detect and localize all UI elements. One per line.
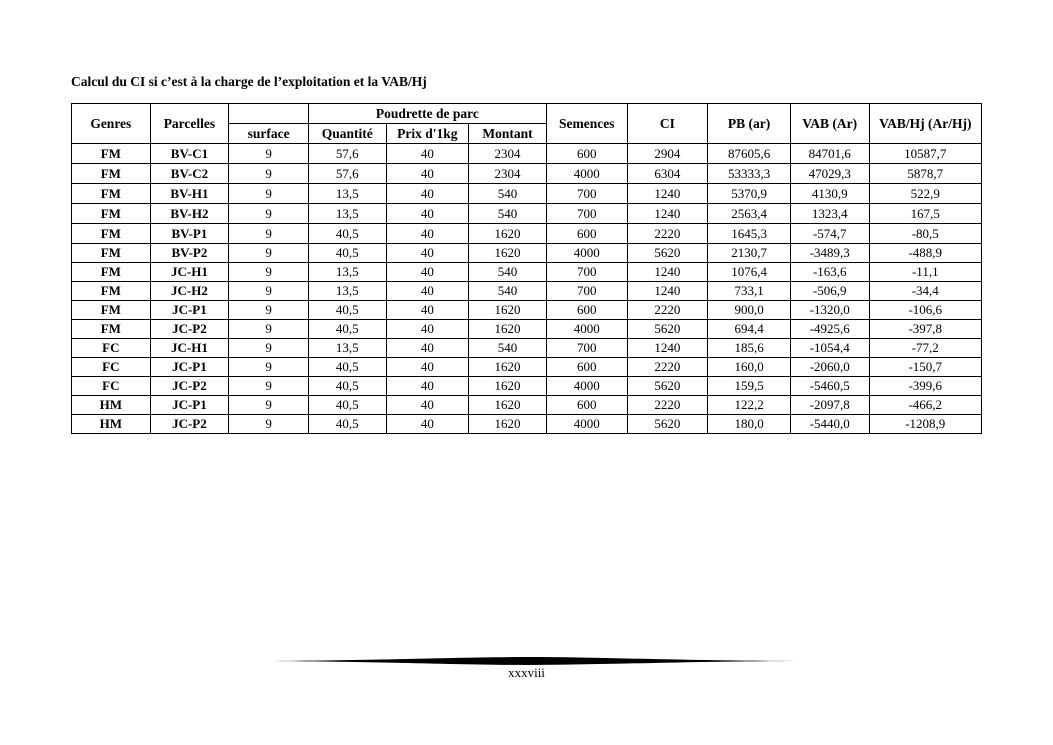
cell-montant: 540 <box>469 204 547 224</box>
cell-surface: 9 <box>229 244 309 263</box>
cell-surface: 9 <box>229 320 309 339</box>
cell-surface: 9 <box>229 184 309 204</box>
cell-montant: 1620 <box>469 396 547 415</box>
cell-semences: 600 <box>546 396 627 415</box>
cell-vab: -506,9 <box>790 282 869 301</box>
table-row <box>72 358 982 377</box>
cell-ci: 2220 <box>627 358 708 377</box>
cell-surface: 9 <box>229 224 309 244</box>
cell-prix: 40 <box>386 204 469 224</box>
header-prix: Prix d'1kg <box>386 124 469 144</box>
cell-prix: 40 <box>386 396 469 415</box>
cell-ci: 6304 <box>627 164 708 184</box>
cell-prix: 40 <box>386 358 469 377</box>
cell-ci: 2220 <box>627 224 708 244</box>
cell-vabhj: 522,9 <box>869 184 981 204</box>
table-row <box>72 204 982 224</box>
cell-quantite: 57,6 <box>308 164 386 184</box>
table-row <box>72 301 982 320</box>
cell-semences: 700 <box>546 204 627 224</box>
cell-quantite: 13,5 <box>308 184 386 204</box>
cell-ci: 2220 <box>627 301 708 320</box>
cell-ci: 2904 <box>627 144 708 164</box>
cell-genre: FM <box>72 263 151 282</box>
cell-vabhj: -34,4 <box>869 282 981 301</box>
header-empty <box>229 104 309 124</box>
cell-quantite: 57,6 <box>308 144 386 164</box>
cell-pb: 160,0 <box>708 358 791 377</box>
cell-ci: 1240 <box>627 263 708 282</box>
cell-prix: 40 <box>386 377 469 396</box>
cell-surface: 9 <box>229 164 309 184</box>
cell-vab: -3489,3 <box>790 244 869 263</box>
cell-semences: 4000 <box>546 377 627 396</box>
cell-genre: HM <box>72 396 151 415</box>
cell-pb: 87605,6 <box>708 144 791 164</box>
cell-montant: 1620 <box>469 224 547 244</box>
cell-montant: 1620 <box>469 244 547 263</box>
table-row <box>72 263 982 282</box>
cell-parcelle: BV-P1 <box>150 224 229 244</box>
cell-vab: -163,6 <box>790 263 869 282</box>
table-body <box>72 144 982 434</box>
cell-prix: 40 <box>386 184 469 204</box>
cell-vabhj: 10587,7 <box>869 144 981 164</box>
cell-montant: 1620 <box>469 320 547 339</box>
cell-parcelle: JC-P2 <box>150 320 229 339</box>
cell-vab: 4130,9 <box>790 184 869 204</box>
cell-genre: FC <box>72 358 151 377</box>
cell-quantite: 13,5 <box>308 282 386 301</box>
cell-ci: 5620 <box>627 377 708 396</box>
cell-pb: 1645,3 <box>708 224 791 244</box>
cell-surface: 9 <box>229 396 309 415</box>
cell-ci: 1240 <box>627 339 708 358</box>
cell-surface: 9 <box>229 358 309 377</box>
cell-vab: -5440,0 <box>790 415 869 434</box>
cell-vab: -2097,8 <box>790 396 869 415</box>
cell-montant: 1620 <box>469 415 547 434</box>
cell-parcelle: BV-H1 <box>150 184 229 204</box>
cell-prix: 40 <box>386 224 469 244</box>
page-number: xxxviii <box>508 665 545 680</box>
header-semences: Semences <box>546 104 627 144</box>
table-row <box>72 415 982 434</box>
cell-pb: 733,1 <box>708 282 791 301</box>
header-surface: surface <box>229 124 309 144</box>
cell-genre: FM <box>72 224 151 244</box>
header-poudrette: Poudrette de parc <box>308 104 546 124</box>
header-pb: PB (ar) <box>708 104 791 144</box>
cell-quantite: 40,5 <box>308 320 386 339</box>
cell-montant: 540 <box>469 263 547 282</box>
cell-pb: 694,4 <box>708 320 791 339</box>
cell-vab: -5460,5 <box>790 377 869 396</box>
cell-parcelle: JC-P2 <box>150 415 229 434</box>
cell-parcelle: JC-P1 <box>150 358 229 377</box>
cell-quantite: 40,5 <box>308 415 386 434</box>
cell-parcelle: BV-H2 <box>150 204 229 224</box>
cell-vabhj: -1208,9 <box>869 415 981 434</box>
cell-surface: 9 <box>229 415 309 434</box>
header-vabhj: VAB/Hj (Ar/Hj) <box>869 104 981 144</box>
cell-montant: 540 <box>469 282 547 301</box>
cell-prix: 40 <box>386 282 469 301</box>
cell-ci: 5620 <box>627 415 708 434</box>
table-row <box>72 282 982 301</box>
cell-pb: 1076,4 <box>708 263 791 282</box>
cell-genre: FM <box>72 301 151 320</box>
cell-quantite: 40,5 <box>308 377 386 396</box>
cell-semences: 600 <box>546 144 627 164</box>
cell-vab: -2060,0 <box>790 358 869 377</box>
cell-vabhj: -77,2 <box>869 339 981 358</box>
table-title: Calcul du CI si c’est à la charge de l’exploitation et la VAB/Hj <box>71 74 427 89</box>
cell-vabhj: -80,5 <box>869 224 981 244</box>
table-row <box>72 244 982 263</box>
cell-parcelle: JC-H1 <box>150 339 229 358</box>
header-quantite: Quantité <box>308 124 386 144</box>
cell-ci: 1240 <box>627 184 708 204</box>
cell-prix: 40 <box>386 144 469 164</box>
cell-vab: 1323,4 <box>790 204 869 224</box>
cell-montant: 1620 <box>469 377 547 396</box>
cell-genre: FM <box>72 184 151 204</box>
cell-surface: 9 <box>229 339 309 358</box>
cell-surface: 9 <box>229 282 309 301</box>
cell-vab: -1054,4 <box>790 339 869 358</box>
cell-semences: 600 <box>546 358 627 377</box>
cell-vab: -574,7 <box>790 224 869 244</box>
cell-vab: 47029,3 <box>790 164 869 184</box>
cell-parcelle: JC-P2 <box>150 377 229 396</box>
cell-genre: FM <box>72 320 151 339</box>
cell-montant: 540 <box>469 184 547 204</box>
table-row <box>72 184 982 204</box>
cell-parcelle: JC-P1 <box>150 301 229 320</box>
cell-montant: 2304 <box>469 144 547 164</box>
cell-semences: 4000 <box>546 320 627 339</box>
cell-genre: FC <box>72 377 151 396</box>
header-genres: Genres <box>72 104 151 144</box>
table-row <box>72 144 982 164</box>
cell-pb: 180,0 <box>708 415 791 434</box>
header-parcelles: Parcelles <box>150 104 229 144</box>
cell-surface: 9 <box>229 204 309 224</box>
cell-pb: 53333,3 <box>708 164 791 184</box>
cell-parcelle: BV-P2 <box>150 244 229 263</box>
cell-quantite: 40,5 <box>308 396 386 415</box>
cell-prix: 40 <box>386 263 469 282</box>
cell-parcelle: BV-C2 <box>150 164 229 184</box>
cell-prix: 40 <box>386 164 469 184</box>
cell-vab: -1320,0 <box>790 301 869 320</box>
table-row <box>72 164 982 184</box>
cell-genre: FM <box>72 164 151 184</box>
cell-pb: 2563,4 <box>708 204 791 224</box>
table-row <box>72 339 982 358</box>
cell-pb: 900,0 <box>708 301 791 320</box>
cell-genre: FM <box>72 204 151 224</box>
cell-montant: 540 <box>469 339 547 358</box>
cell-semences: 600 <box>546 301 627 320</box>
cell-quantite: 13,5 <box>308 339 386 358</box>
cell-vabhj: -397,8 <box>869 320 981 339</box>
cell-genre: FM <box>72 244 151 263</box>
cell-pb: 5370,9 <box>708 184 791 204</box>
cell-parcelle: BV-C1 <box>150 144 229 164</box>
cell-parcelle: JC-H2 <box>150 282 229 301</box>
cell-prix: 40 <box>386 339 469 358</box>
header-ci: CI <box>627 104 708 144</box>
cell-semences: 4000 <box>546 415 627 434</box>
cell-ci: 1240 <box>627 204 708 224</box>
header-montant: Montant <box>469 124 547 144</box>
cell-genre: HM <box>72 415 151 434</box>
cell-prix: 40 <box>386 415 469 434</box>
cell-surface: 9 <box>229 377 309 396</box>
cell-vabhj: -399,6 <box>869 377 981 396</box>
cell-pb: 2130,7 <box>708 244 791 263</box>
cell-montant: 1620 <box>469 358 547 377</box>
table-row <box>72 396 982 415</box>
cell-ci: 2220 <box>627 396 708 415</box>
cell-quantite: 40,5 <box>308 358 386 377</box>
data-table <box>71 103 982 434</box>
cell-montant: 1620 <box>469 301 547 320</box>
cell-surface: 9 <box>229 301 309 320</box>
cell-pb: 122,2 <box>708 396 791 415</box>
cell-ci: 5620 <box>627 244 708 263</box>
cell-ci: 1240 <box>627 282 708 301</box>
cell-prix: 40 <box>386 320 469 339</box>
cell-semences: 4000 <box>546 164 627 184</box>
cell-montant: 2304 <box>469 164 547 184</box>
cell-prix: 40 <box>386 244 469 263</box>
cell-quantite: 40,5 <box>308 244 386 263</box>
cell-vabhj: -106,6 <box>869 301 981 320</box>
cell-semences: 600 <box>546 224 627 244</box>
cell-quantite: 40,5 <box>308 224 386 244</box>
cell-quantite: 13,5 <box>308 263 386 282</box>
cell-vabhj: -488,9 <box>869 244 981 263</box>
cell-parcelle: JC-P1 <box>150 396 229 415</box>
cell-vabhj: -150,7 <box>869 358 981 377</box>
cell-parcelle: JC-H1 <box>150 263 229 282</box>
cell-quantite: 40,5 <box>308 301 386 320</box>
table-row <box>72 320 982 339</box>
cell-genre: FM <box>72 282 151 301</box>
cell-semences: 700 <box>546 282 627 301</box>
table-row <box>72 377 982 396</box>
table-row <box>72 224 982 244</box>
cell-vabhj: -11,1 <box>869 263 981 282</box>
cell-pb: 159,5 <box>708 377 791 396</box>
cell-prix: 40 <box>386 301 469 320</box>
cell-semences: 700 <box>546 263 627 282</box>
cell-semences: 4000 <box>546 244 627 263</box>
cell-genre: FM <box>72 144 151 164</box>
cell-surface: 9 <box>229 263 309 282</box>
cell-pb: 185,6 <box>708 339 791 358</box>
cell-surface: 9 <box>229 144 309 164</box>
header-vab: VAB (Ar) <box>790 104 869 144</box>
cell-ci: 5620 <box>627 320 708 339</box>
cell-vab: 84701,6 <box>790 144 869 164</box>
cell-vabhj: 167,5 <box>869 204 981 224</box>
cell-vab: -4925,6 <box>790 320 869 339</box>
cell-quantite: 13,5 <box>308 204 386 224</box>
cell-vabhj: 5878,7 <box>869 164 981 184</box>
cell-genre: FC <box>72 339 151 358</box>
cell-vabhj: -466,2 <box>869 396 981 415</box>
cell-semences: 700 <box>546 184 627 204</box>
cell-semences: 700 <box>546 339 627 358</box>
